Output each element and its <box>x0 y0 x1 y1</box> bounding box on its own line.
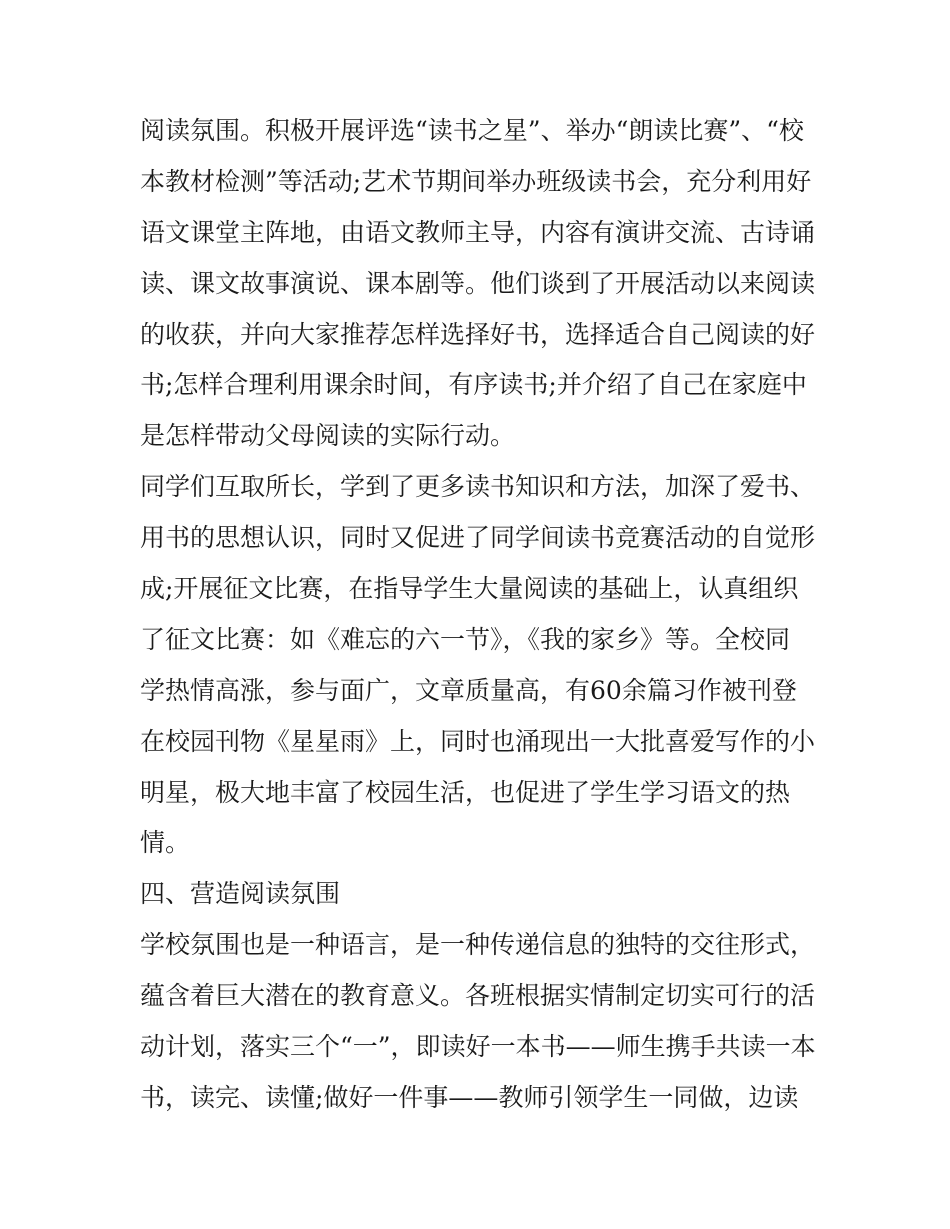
text-line: 语文课堂主阵地，由语文教师主导，内容有演讲交流、古诗诵 <box>140 217 816 247</box>
text-line: 本教材检测”等活动;艺术节期间举办班级读书会，充分利用好 <box>140 166 812 196</box>
text-line: 的收获，并向大家推荐怎样选择好书，选择适合自己阅读的好 <box>140 319 816 349</box>
text-line: 在校园刊物《星星雨》上，同时也涌现出一大批喜爱写作的小 <box>140 726 816 756</box>
text-line: 用书的思想认识，同时又促进了同学间读书竞赛活动的自觉形 <box>140 523 816 553</box>
text-line: 成;开展征文比赛，在指导学生大量阅读的基础上，认真组织 <box>140 574 799 604</box>
text-line: 书;怎样合理利用课余时间，有序读书;并介绍了自己在家庭中 <box>140 370 807 400</box>
text-line: 情。 <box>140 828 191 858</box>
text-line: 读、课文故事演说、课本剧等。他们谈到了开展活动以来阅读 <box>140 268 816 298</box>
body-text <box>140 106 820 1124</box>
text-line: 书，读完、读懂;做好一件事——教师引领学生一同做，边读 <box>140 1082 799 1112</box>
text-line: 明星，极大地丰富了校园生活，也促进了学生学习语文的热 <box>140 777 791 807</box>
text-line: 动计划，落实三个“一”，即读好一本书——师生携手共读一本 <box>140 1032 816 1062</box>
text-line: 蕴含着巨大潜在的教育意义。各班根据实情制定切实可行的活 <box>140 981 816 1011</box>
text-line: 阅读氛围。积极开展评选“读书之星”、举办“朗读比赛”、“校 <box>140 116 804 145</box>
text-line: 学校氛围也是一种语言，是一种传递信息的独特的交往形式， <box>140 930 816 960</box>
text-line: 是怎样带动父母阅读的实际行动。 <box>140 421 516 451</box>
text-line: 同学们互取所长，学到了更多读书知识和方法，加深了爱书、 <box>140 472 816 502</box>
section-heading: 四、营造阅读氛围 <box>140 879 341 909</box>
text-line: 了征文比赛：如《难忘的六一节》，《我的家乡》等。全校同 <box>140 624 791 654</box>
text-line: 学热情高涨，参与面广，文章质量高，有60余篇习作被刊登 <box>140 675 797 705</box>
